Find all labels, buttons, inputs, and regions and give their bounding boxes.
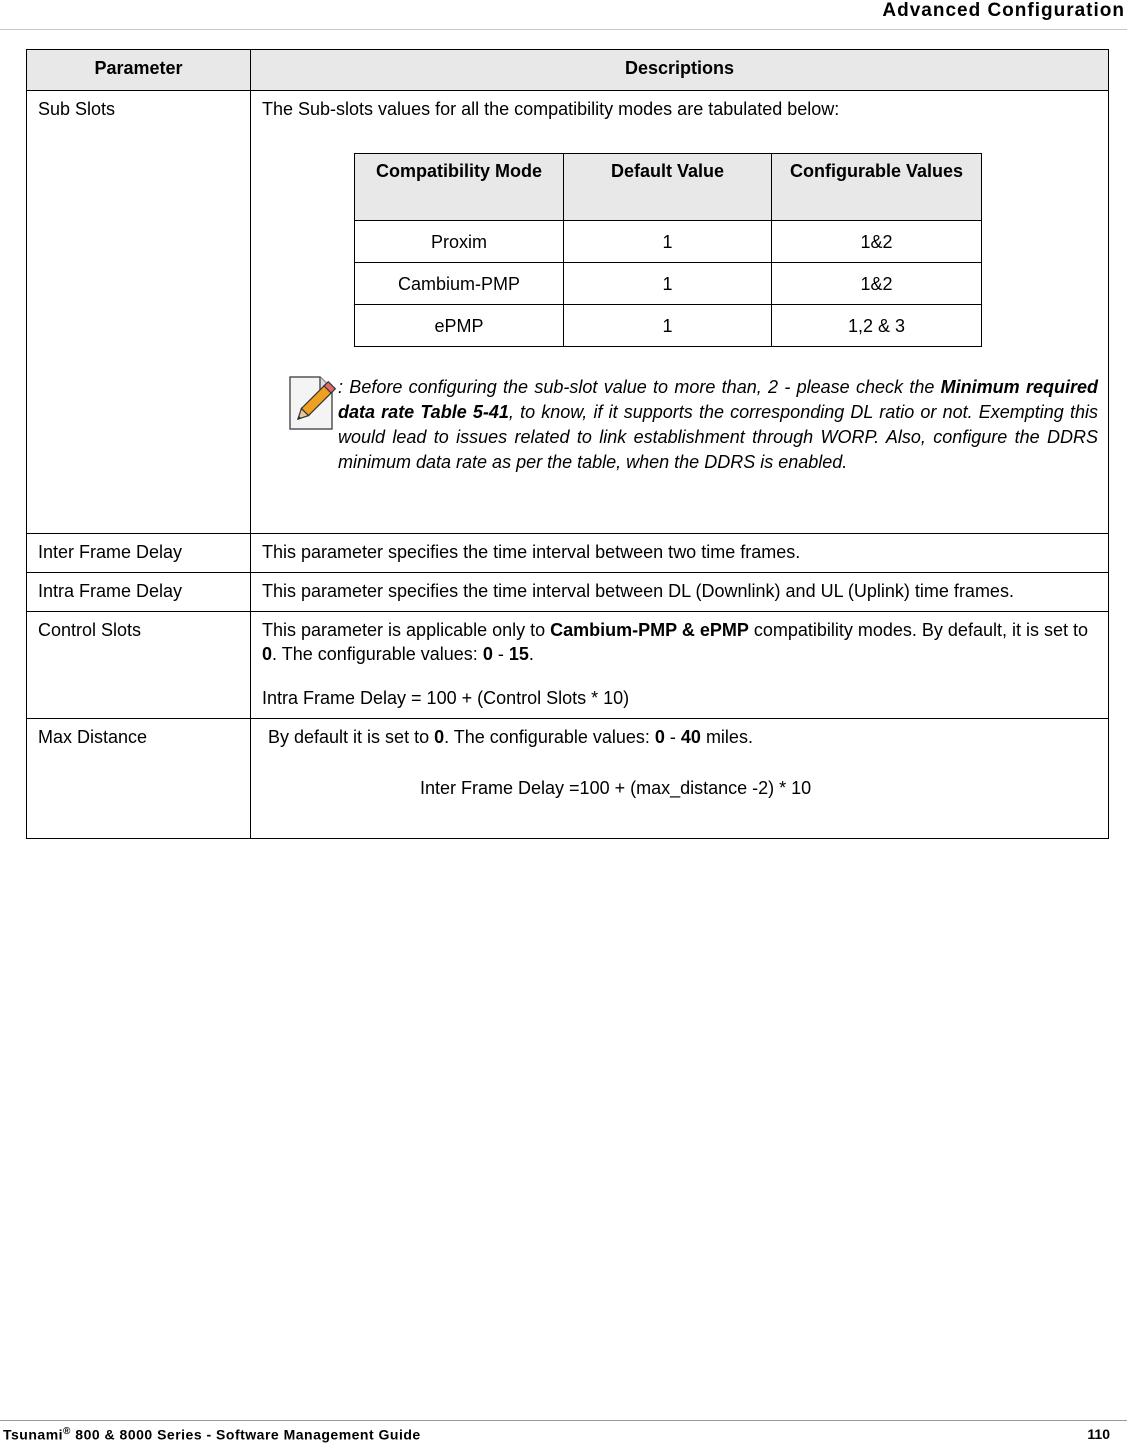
note-text	[338, 375, 1098, 475]
sub-slots-intro: The Sub-slots values for all the compatibility modes are tabulated below:	[262, 99, 840, 119]
table-row	[27, 91, 1109, 534]
max-distance-text	[262, 725, 1098, 749]
param-intra-frame-delay: Intra Frame Delay	[27, 573, 251, 612]
table-header-row	[27, 50, 1109, 91]
subtable-cell: 1,2 & 3	[772, 305, 982, 347]
text-run: By default it is set to	[268, 727, 435, 747]
param-sub-slots: Sub Slots	[27, 91, 251, 534]
desc-max-distance	[251, 719, 1109, 839]
footer-page-number: 110	[1087, 1426, 1110, 1442]
footer-guide-title	[3, 1426, 421, 1443]
text-run: -	[492, 644, 509, 664]
footer-divider	[0, 1420, 1127, 1421]
compatibility-subtable	[354, 153, 982, 347]
footer-registered-mark: ®	[63, 1426, 71, 1437]
subtable-row	[355, 221, 982, 263]
param-max-distance: Max Distance	[27, 719, 251, 839]
subtable-cell: Cambium-PMP	[355, 263, 564, 305]
control-slots-text	[262, 618, 1098, 666]
text-bold: 0	[482, 644, 493, 664]
text-bold: 0	[654, 727, 665, 747]
header-divider	[0, 29, 1127, 30]
param-inter-frame-delay: Inter Frame Delay	[27, 534, 251, 573]
note-block	[262, 375, 1098, 475]
subtable-row	[355, 263, 982, 305]
subtable-cell: 1	[564, 221, 772, 263]
column-header-parameter: Parameter	[27, 50, 251, 91]
table-row	[27, 573, 1109, 612]
footer-guide-name: 800 & 8000 Series - Software Management Guide	[70, 1426, 421, 1443]
note-table-reference: Minimum required data rate Table 5-41	[338, 377, 1098, 422]
text-run: . The configurable values:	[272, 644, 483, 664]
text-bold: 0	[262, 644, 273, 664]
control-slots-formula: Intra Frame Delay = 100 + (Control Slots * 10)	[262, 688, 630, 708]
column-header-descriptions: Descriptions	[251, 50, 1109, 91]
text-bold: 15	[508, 644, 529, 664]
page-header-title: Advanced Configuration	[882, 0, 1125, 21]
subtable-cell: 1&2	[772, 263, 982, 305]
param-control-slots: Control Slots	[27, 612, 251, 719]
text-run: . The configurable values:	[444, 727, 655, 747]
subtable-header-default: Default Value	[564, 154, 772, 221]
table-row	[27, 612, 1109, 719]
table-row	[27, 719, 1109, 839]
subtable-cell: 1	[564, 263, 772, 305]
subtable-cell: ePMP	[355, 305, 564, 347]
desc-inter-frame-delay: This parameter specifies the time interval between two time frames.	[251, 534, 1109, 573]
text-bold: 0	[434, 727, 445, 747]
text-run: compatibility modes. By default, it is set to	[748, 620, 1088, 640]
subtable-header-configurable: Configurable Values	[772, 154, 982, 221]
footer-brand: Tsunami	[3, 1426, 64, 1443]
note-pencil-icon	[286, 375, 338, 433]
text-run: miles.	[700, 727, 753, 747]
subtable-cell: Proxim	[355, 221, 564, 263]
subtable-cell: 1&2	[772, 221, 982, 263]
desc-intra-frame-delay: This parameter specifies the time interval between DL (Downlink) and UL (Uplink) time frames.	[251, 573, 1109, 612]
text-run: -	[664, 727, 681, 747]
desc-control-slots	[251, 612, 1109, 719]
subtable-row	[355, 305, 982, 347]
text-bold: 40	[680, 727, 701, 747]
subtable-header-mode: Compatibility Mode	[355, 154, 564, 221]
note-suffix: , to know, if it supports the corresponding DL ratio or not. Exempting this would lead to issues related to link establishment through WORP. Also, configure the DDRS minimum data rate as per the table, when the DDRS is enabled.	[338, 402, 1098, 472]
max-distance-formula: Inter Frame Delay =100 + (max_distance -2) * 10	[420, 778, 812, 798]
table-row	[27, 534, 1109, 573]
text-bold: Cambium-PMP & ePMP	[550, 620, 749, 640]
text-run: This parameter is applicable only to	[262, 620, 551, 640]
parameter-table	[26, 49, 1109, 839]
subtable-cell: 1	[564, 305, 772, 347]
note-prefix: : Before configuring the sub-slot value to more than, 2 - please check the	[338, 377, 941, 397]
text-run: .	[528, 644, 534, 664]
subtable-header-row	[355, 154, 982, 221]
desc-sub-slots	[251, 91, 1109, 534]
